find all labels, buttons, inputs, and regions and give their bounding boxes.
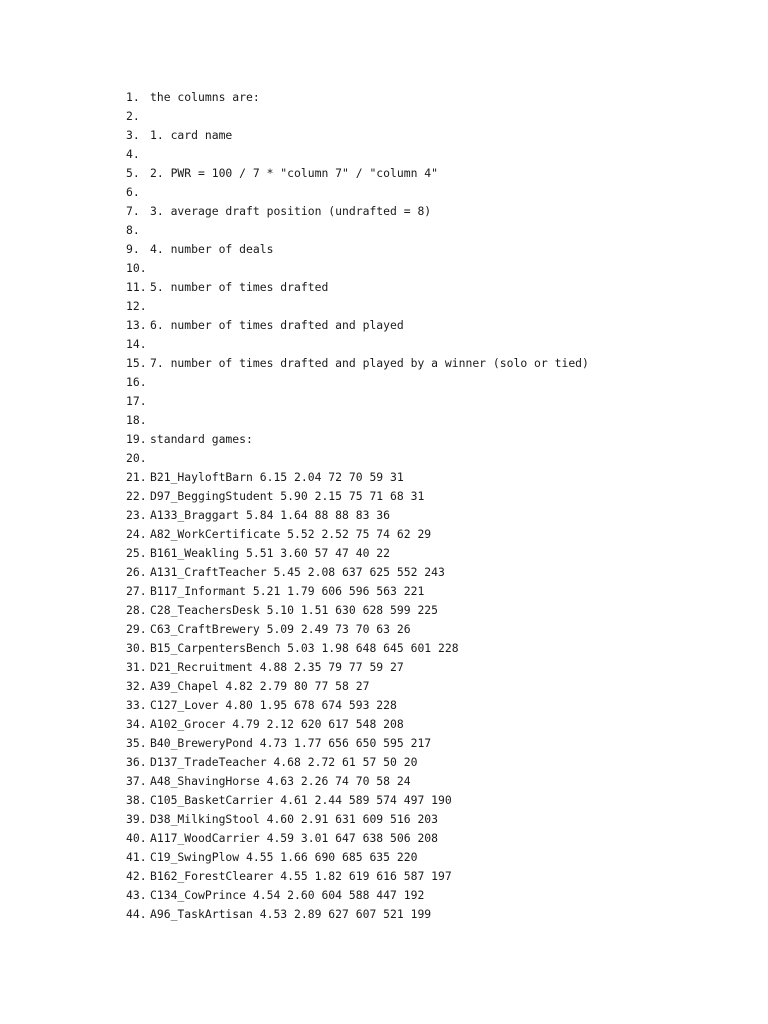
text-line bbox=[126, 525, 589, 544]
line-number: 10. bbox=[126, 261, 147, 275]
text-line bbox=[126, 506, 589, 525]
line-text: A133_Braggart 5.84 1.64 88 88 83 36 bbox=[150, 508, 391, 522]
text-line bbox=[126, 620, 589, 639]
line-text: B15_CarpentersBench 5.03 1.98 648 645 601 228 bbox=[150, 641, 459, 655]
text-line bbox=[126, 468, 589, 487]
line-number: 22. bbox=[126, 489, 147, 503]
numbered-text-listing bbox=[126, 88, 589, 924]
line-number: 9. bbox=[126, 242, 140, 256]
text-line bbox=[126, 221, 589, 240]
line-text: B162_ForestClearer 4.55 1.82 619 616 587 197 bbox=[150, 869, 452, 883]
line-number: 6. bbox=[126, 185, 140, 199]
line-number: 34. bbox=[126, 717, 147, 731]
line-text: D97_BeggingStudent 5.90 2.15 75 71 68 31 bbox=[150, 489, 425, 503]
line-text: A96_TaskArtisan 4.53 2.89 627 607 521 199 bbox=[150, 907, 432, 921]
line-text: 4. number of deals bbox=[150, 242, 274, 256]
text-line bbox=[126, 734, 589, 753]
text-line bbox=[126, 164, 589, 183]
text-line bbox=[126, 88, 589, 107]
line-text: C19_SwingPlow 4.55 1.66 690 685 635 220 bbox=[150, 850, 418, 864]
line-text: A131_CraftTeacher 5.45 2.08 637 625 552 243 bbox=[150, 565, 445, 579]
text-line bbox=[126, 449, 589, 468]
line-number: 1. bbox=[126, 90, 140, 104]
text-line bbox=[126, 126, 589, 145]
line-text: D21_Recruitment 4.88 2.35 79 77 59 27 bbox=[150, 660, 404, 674]
text-line bbox=[126, 373, 589, 392]
line-number: 7. bbox=[126, 204, 140, 218]
text-line bbox=[126, 544, 589, 563]
text-line bbox=[126, 392, 589, 411]
line-text: D137_TradeTeacher 4.68 2.72 61 57 50 20 bbox=[150, 755, 418, 769]
line-text: A82_WorkCertificate 5.52 2.52 75 74 62 29 bbox=[150, 527, 432, 541]
line-text: B21_HayloftBarn 6.15 2.04 72 70 59 31 bbox=[150, 470, 404, 484]
text-line bbox=[126, 183, 589, 202]
text-line bbox=[126, 145, 589, 164]
text-line bbox=[126, 829, 589, 848]
text-line bbox=[126, 905, 589, 924]
text-line bbox=[126, 354, 589, 373]
line-number: 20. bbox=[126, 451, 147, 465]
line-number: 3. bbox=[126, 128, 140, 142]
line-number: 17. bbox=[126, 394, 147, 408]
text-line bbox=[126, 107, 589, 126]
line-text: 2. PWR = 100 / 7 * "column 7" / "column 4" bbox=[150, 166, 439, 180]
line-text: A39_Chapel 4.82 2.79 80 77 58 27 bbox=[150, 679, 370, 693]
text-line bbox=[126, 658, 589, 677]
text-line bbox=[126, 335, 589, 354]
text-line bbox=[126, 487, 589, 506]
text-line bbox=[126, 791, 589, 810]
text-line bbox=[126, 601, 589, 620]
text-line bbox=[126, 753, 589, 772]
line-text: C127_Lover 4.80 1.95 678 674 593 228 bbox=[150, 698, 397, 712]
line-text: B117_Informant 5.21 1.79 606 596 563 221 bbox=[150, 584, 425, 598]
text-line bbox=[126, 259, 589, 278]
line-text: 5. number of times drafted bbox=[150, 280, 329, 294]
text-line bbox=[126, 810, 589, 829]
text-line bbox=[126, 582, 589, 601]
line-text: A102_Grocer 4.79 2.12 620 617 548 208 bbox=[150, 717, 404, 731]
line-number: 36. bbox=[126, 755, 147, 769]
text-line bbox=[126, 411, 589, 430]
line-text: B40_BreweryPond 4.73 1.77 656 650 595 217 bbox=[150, 736, 432, 750]
line-text: C63_CraftBrewery 5.09 2.49 73 70 63 26 bbox=[150, 622, 411, 636]
text-line bbox=[126, 202, 589, 221]
text-line bbox=[126, 278, 589, 297]
line-text: 7. number of times drafted and played by a winner (solo or tied) bbox=[150, 356, 589, 370]
line-number: 14. bbox=[126, 337, 147, 351]
line-text: C28_TeachersDesk 5.10 1.51 630 628 599 225 bbox=[150, 603, 439, 617]
line-number: 39. bbox=[126, 812, 147, 826]
line-number: 43. bbox=[126, 888, 147, 902]
line-number: 32. bbox=[126, 679, 147, 693]
line-number: 33. bbox=[126, 698, 147, 712]
text-line bbox=[126, 297, 589, 316]
line-text: A117_WoodCarrier 4.59 3.01 647 638 506 208 bbox=[150, 831, 439, 845]
text-line bbox=[126, 639, 589, 658]
line-text: 3. average draft position (undrafted = 8) bbox=[150, 204, 432, 218]
line-text: 1. card name bbox=[150, 128, 233, 142]
line-number: 13. bbox=[126, 318, 147, 332]
line-number: 5. bbox=[126, 166, 140, 180]
line-text: 6. number of times drafted and played bbox=[150, 318, 404, 332]
text-line bbox=[126, 848, 589, 867]
line-number: 38. bbox=[126, 793, 147, 807]
text-line bbox=[126, 677, 589, 696]
line-number: 11. bbox=[126, 280, 147, 294]
line-number: 15. bbox=[126, 356, 147, 370]
line-number: 19. bbox=[126, 432, 147, 446]
line-number: 40. bbox=[126, 831, 147, 845]
text-line bbox=[126, 715, 589, 734]
line-number: 18. bbox=[126, 413, 147, 427]
line-number: 8. bbox=[126, 223, 140, 237]
line-text: B161_Weakling 5.51 3.60 57 47 40 22 bbox=[150, 546, 391, 560]
line-number: 12. bbox=[126, 299, 147, 313]
line-text: C134_CowPrince 4.54 2.60 604 588 447 192 bbox=[150, 888, 425, 902]
text-line bbox=[126, 886, 589, 905]
text-line bbox=[126, 240, 589, 259]
line-text: A48_ShavingHorse 4.63 2.26 74 70 58 24 bbox=[150, 774, 411, 788]
line-number: 21. bbox=[126, 470, 147, 484]
line-number: 35. bbox=[126, 736, 147, 750]
text-line bbox=[126, 430, 589, 449]
line-number: 31. bbox=[126, 660, 147, 674]
line-number: 42. bbox=[126, 869, 147, 883]
line-number: 30. bbox=[126, 641, 147, 655]
line-number: 4. bbox=[126, 147, 140, 161]
line-number: 29. bbox=[126, 622, 147, 636]
text-line bbox=[126, 696, 589, 715]
line-number: 26. bbox=[126, 565, 147, 579]
line-number: 28. bbox=[126, 603, 147, 617]
line-number: 41. bbox=[126, 850, 147, 864]
text-line bbox=[126, 867, 589, 886]
line-number: 44. bbox=[126, 907, 147, 921]
line-number: 2. bbox=[126, 109, 140, 123]
line-text: standard games: bbox=[150, 432, 253, 446]
text-line bbox=[126, 316, 589, 335]
text-line bbox=[126, 563, 589, 582]
line-number: 24. bbox=[126, 527, 147, 541]
text-line bbox=[126, 772, 589, 791]
line-number: 25. bbox=[126, 546, 147, 560]
line-text: C105_BasketCarrier 4.61 2.44 589 574 497 190 bbox=[150, 793, 452, 807]
line-number: 37. bbox=[126, 774, 147, 788]
line-text: the columns are: bbox=[150, 90, 260, 104]
line-number: 16. bbox=[126, 375, 147, 389]
line-number: 27. bbox=[126, 584, 147, 598]
line-text: D38_MilkingStool 4.60 2.91 631 609 516 203 bbox=[150, 812, 439, 826]
line-number: 23. bbox=[126, 508, 147, 522]
